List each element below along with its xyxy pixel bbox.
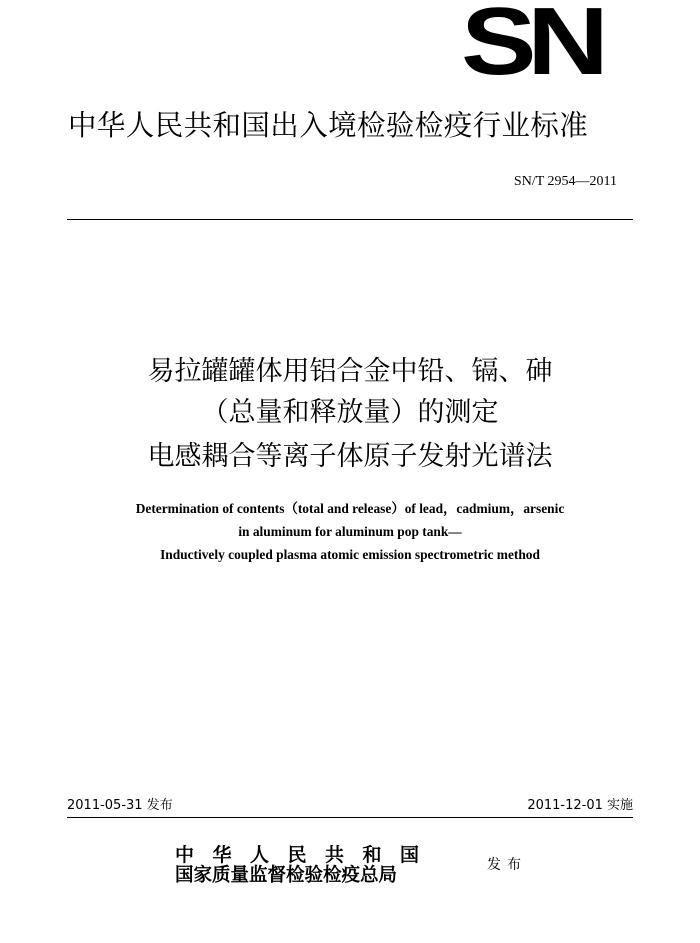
header-divider	[67, 219, 633, 220]
standard-category-title: 中华人民共和国出入境检验检疫行业标准	[68, 109, 589, 142]
title-cn-line-2: （总量和释放量）的测定	[201, 397, 499, 428]
title-cn-line-1: 易拉罐罐体用铝合金中铅、镉、砷	[147, 356, 553, 387]
footer-divider	[67, 817, 633, 818]
title-en-line-2: in aluminum for aluminum pop tank—	[238, 524, 462, 539]
title-cn-line-3: 电感耦合等离子体原子发射光谱法	[147, 441, 553, 472]
publisher-line-1: 中华人民共和国	[175, 844, 438, 866]
publish-label: 发布	[487, 857, 527, 873]
title-en-line-3: Inductively coupled plasma atomic emission spectrometric method	[160, 547, 540, 562]
issue-date: 2011-05-31 发布	[67, 798, 173, 813]
implementation-date: 2011-12-01 实施	[527, 798, 633, 813]
standard-code: SN/T 2954—2011	[513, 174, 617, 189]
sn-logo: SN	[461, 0, 600, 95]
title-en-line-1: Determination of contents（total and release）of lead，cadmium，arsenic	[135, 501, 565, 516]
publisher-line-2: 国家质量监督检验检疫总局	[175, 865, 398, 886]
